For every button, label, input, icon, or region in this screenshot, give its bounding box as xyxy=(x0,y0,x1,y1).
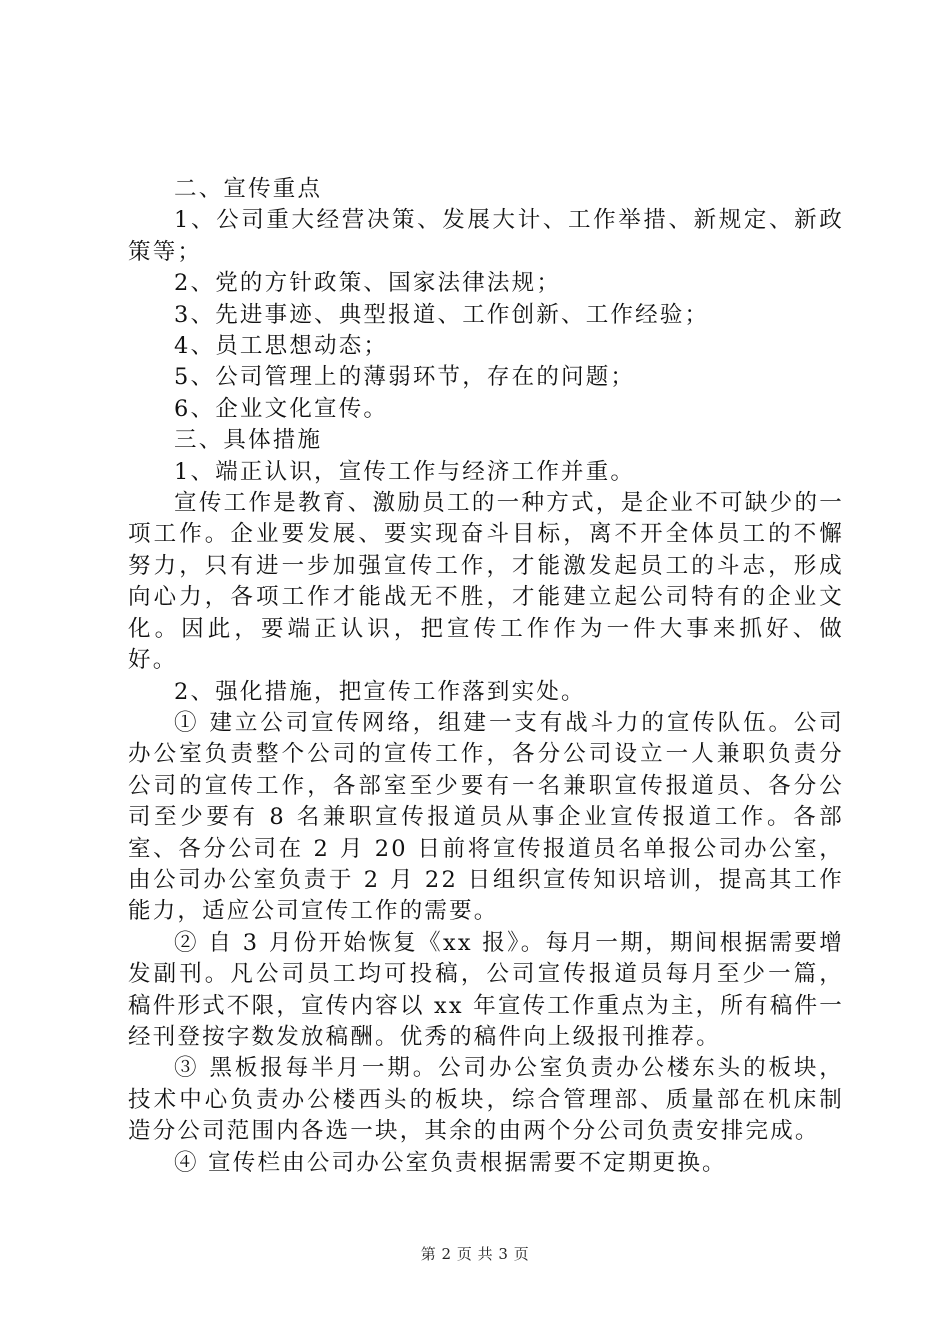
document-body xyxy=(128,174,844,1179)
section-heading-specific-measures: 三、具体措施 xyxy=(174,427,323,454)
section-heading-publicity-focus: 二、宣传重点 xyxy=(174,176,323,202)
list-item: 6、企业文化宣传。 xyxy=(174,395,389,422)
list-item: 3、先进事迹、典型报道、工作创新、工作经验； xyxy=(174,301,710,328)
body-paragraph: ① 建立公司宣传网络，组建一支有战斗力的宣传队伍。公司办公室负责整个公司的宣传工作，各分公司设立一人兼职负责分公司的宣传工作，各部室至少要有一名兼职宣传报道员、各分公司至少要有 8 名兼职宣传报道员从事企业宣传报道工作。各部室、各分公司在 2 月 20 日前将宣传报道员名单报公司办公室，由公司办公室负责于 2 月 22 日组织宣传知识培训，提高其工作能力，适应公司宣传工作的需要。 xyxy=(128,709,844,925)
body-paragraph: ④ 宣传栏由公司办公室负责根据需要不定期更换。 xyxy=(174,1149,727,1176)
body-paragraph: ② 自 3 月份开始恢复《xx 报》。每月一期，期间根据需要增发副刊。凡公司员工均可投稿，公司宣传报道员每月至少一篇，稿件形式不限，宣传内容以 xx 年宣传工作重点为主，所有稿件一经刊登按字数发放稿酬。优秀的稿件向上级报刊推荐。 xyxy=(128,929,844,1050)
subheading: 1、端正认识，宣传工作与经济工作并重。 xyxy=(174,458,636,485)
list-item: 1、公司重大经营决策、发展大计、工作举措、新规定、新政策等； xyxy=(128,207,844,265)
body-paragraph: ③ 黑板报每半月一期。公司办公室负责办公楼东头的板块，技术中心负责办公楼西头的板块，综合管理部、质量部在机床制造分公司范围内各选一块，其余的由两个分公司负责安排完成。 xyxy=(128,1055,844,1145)
list-item: 2、党的方针政策、国家法律法规； xyxy=(174,270,562,297)
list-item: 5、公司管理上的薄弱环节，存在的问题； xyxy=(174,364,636,391)
page-number-footer: 第 2 页 共 3 页 xyxy=(420,1245,530,1263)
body-paragraph: 宣传工作是教育、激励员工的一种方式，是企业不可缺少的一项工作。企业要发展、要实现奋斗目标，离不开全体员工的不懈努力，只有进一步加强宣传工作，才能激发起员工的斗志，形成向心力，各项工作才能战无不胜，才能建立起公司特有的企业文化。因此，要端正认识，把宣传工作作为一件大事来抓好、做好。 xyxy=(128,490,844,674)
list-item: 4、员工思想动态； xyxy=(174,333,389,360)
subheading: 2、强化措施，把宣传工作落到实处。 xyxy=(174,678,586,705)
